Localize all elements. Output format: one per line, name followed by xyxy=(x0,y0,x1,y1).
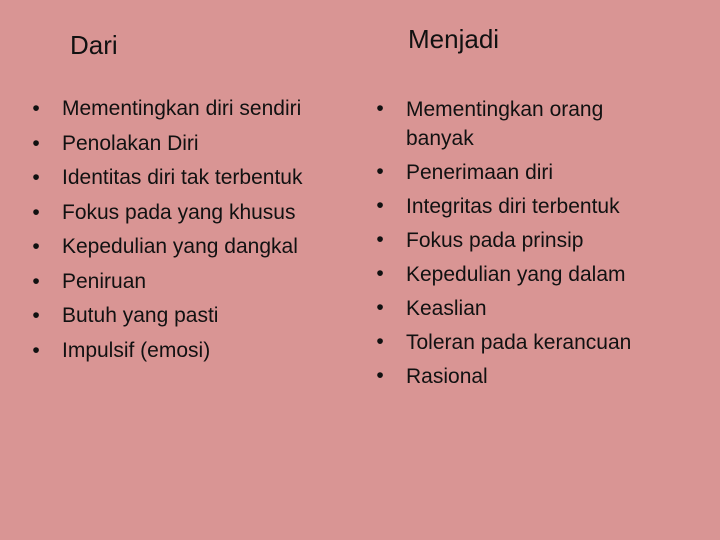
bullet-icon: • xyxy=(376,262,384,285)
bullet-icon: • xyxy=(32,304,40,327)
list-item xyxy=(374,92,674,155)
list-item xyxy=(374,257,674,291)
list-item-text: Kepedulian yang dalam xyxy=(406,263,626,286)
bullet-icon: • xyxy=(32,166,40,189)
list-item xyxy=(374,189,674,223)
list-item xyxy=(30,196,350,231)
list-item xyxy=(374,223,674,257)
list-item xyxy=(30,230,350,265)
list-item xyxy=(30,265,350,300)
bullet-icon: • xyxy=(32,200,40,224)
list-item xyxy=(30,127,350,162)
bullet-icon: • xyxy=(376,364,384,387)
list-item xyxy=(374,325,674,359)
bullet-icon: • xyxy=(32,131,40,155)
list-item xyxy=(30,161,350,196)
list-item xyxy=(30,299,350,334)
list-item-text: Penerimaan diri xyxy=(406,161,554,184)
list-item-text: Butuh yang pasti xyxy=(62,304,219,327)
list-item xyxy=(374,359,674,393)
list-item-text: Integritas diri terbentuk xyxy=(406,195,620,218)
bullet-icon: • xyxy=(376,194,384,217)
list-item xyxy=(30,334,350,369)
list-item-text: Identitas diri tak terbentuk xyxy=(62,166,303,189)
bullet-icon: • xyxy=(376,228,384,251)
bullet-icon: • xyxy=(376,160,384,183)
bullet-icon: • xyxy=(32,97,40,120)
left-bullet-list xyxy=(30,92,350,368)
list-item xyxy=(30,92,350,127)
right-bullet-list xyxy=(374,92,674,393)
right-column-title: Menjadi xyxy=(408,24,500,54)
list-item xyxy=(374,291,674,325)
list-item-text: Fokus pada yang khusus xyxy=(62,200,296,224)
list-item-text: Mementingkan diri sendiri xyxy=(62,97,302,120)
bullet-icon: • xyxy=(32,235,40,258)
bullet-icon: • xyxy=(376,97,384,120)
bullet-icon: • xyxy=(32,338,40,362)
bullet-icon: • xyxy=(32,269,40,293)
list-item-text: Fokus pada prinsip xyxy=(406,229,584,252)
list-item-text: Mementingkan orang banyak xyxy=(406,98,604,150)
list-item-text: Kepedulian yang dangkal xyxy=(62,235,298,258)
list-item-text: Keaslian xyxy=(406,297,487,320)
list-item xyxy=(374,155,674,189)
list-item-text: Rasional xyxy=(406,365,488,388)
bullet-icon: • xyxy=(376,296,384,319)
list-item-text: Toleran pada kerancuan xyxy=(406,331,632,354)
bullet-icon: • xyxy=(376,330,384,353)
list-item-text: Impulsif (emosi) xyxy=(62,338,211,362)
list-item-text: Penolakan Diri xyxy=(62,131,199,155)
left-column-title: Dari xyxy=(70,30,118,60)
list-item-text: Peniruan xyxy=(62,269,147,293)
